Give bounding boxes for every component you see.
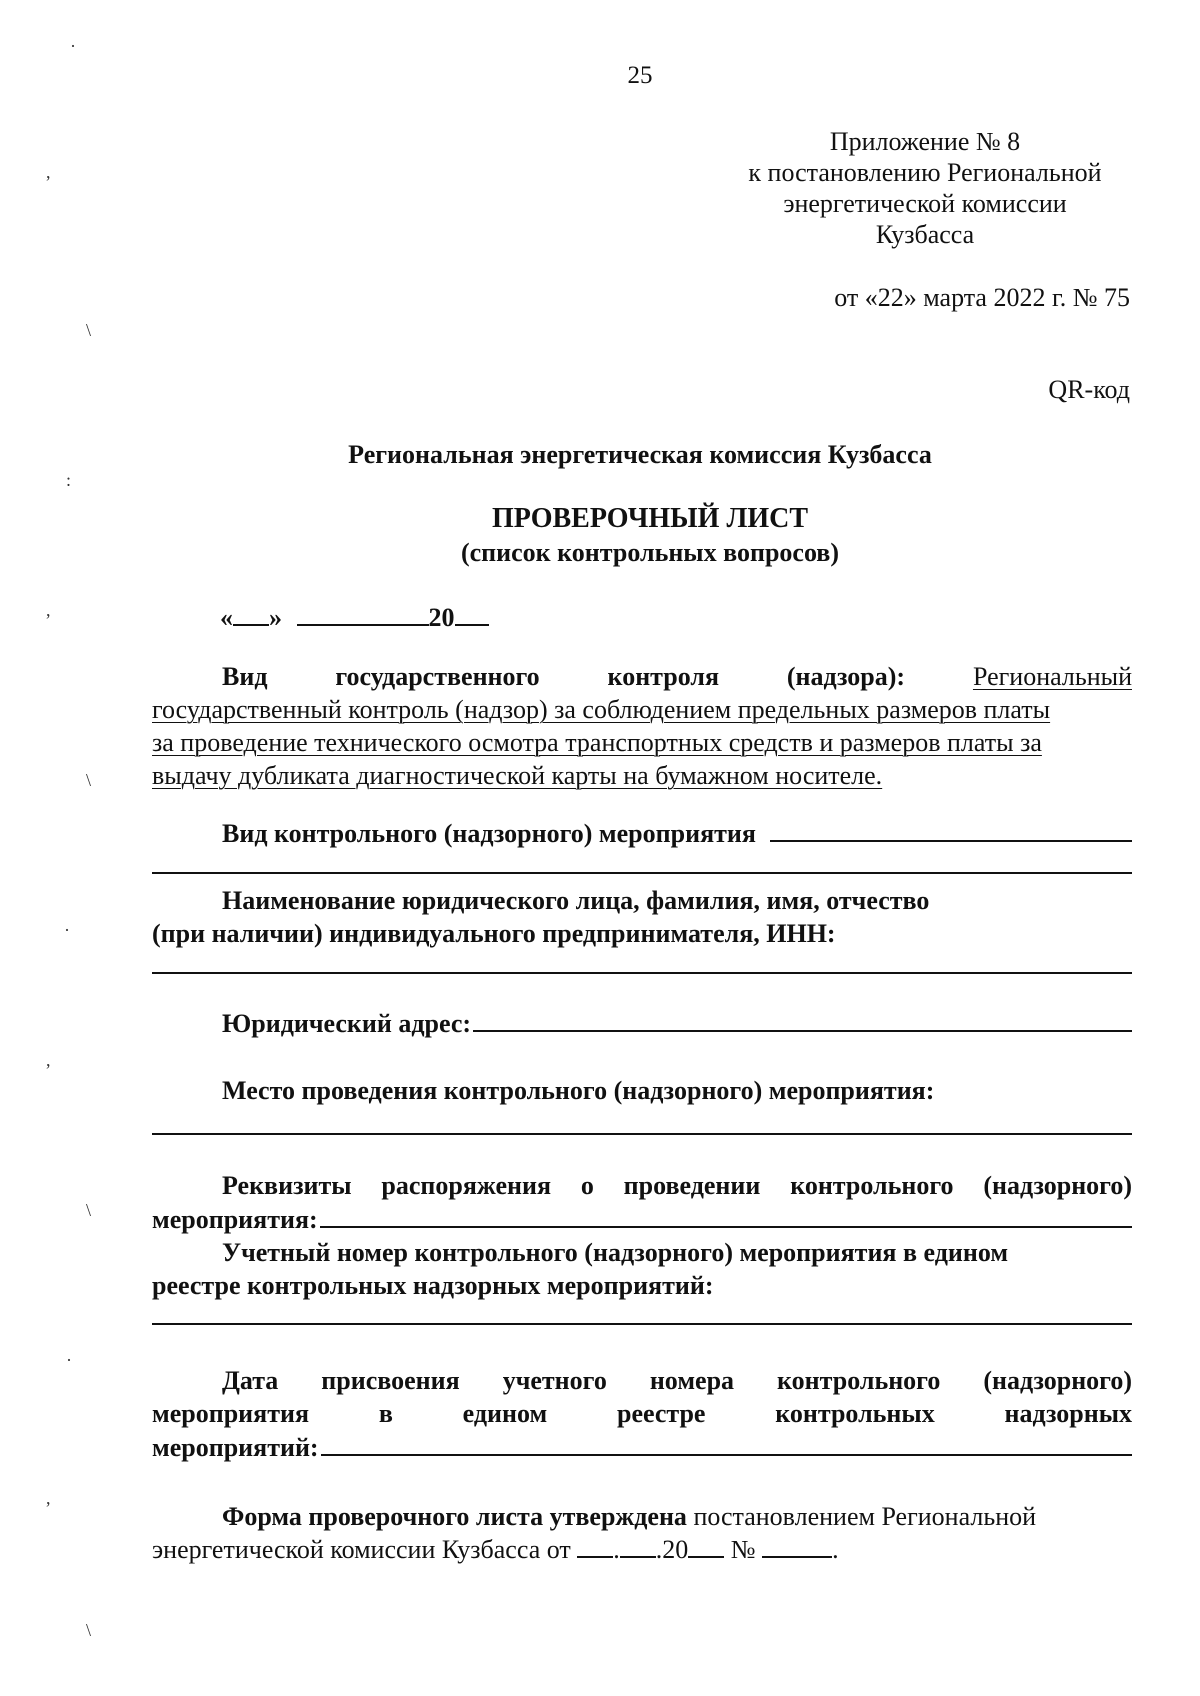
assignment-date-label-line-2: мероприятия в едином реестре контрольных надзорных <box>152 1399 1132 1428</box>
event-place-field[interactable] <box>152 1133 1132 1135</box>
approval-line-2-prefix: энергетической комиссии Кузбасса от <box>152 1535 578 1564</box>
scan-speck: · <box>70 36 76 56</box>
legal-address-row <box>152 1006 1132 1040</box>
order-details-row <box>152 1202 1132 1236</box>
document-title-block <box>0 502 1200 570</box>
date-blank <box>220 598 489 633</box>
control-type-paragraph <box>152 660 1132 792</box>
scan-speck: \ <box>86 770 92 790</box>
scan-speck: , <box>46 162 51 182</box>
registry-number-block <box>152 1236 1132 1302</box>
date-close-quote: » <box>269 603 282 632</box>
scan-speck: , <box>46 600 51 620</box>
approval-year-blank[interactable] <box>688 1534 724 1558</box>
order-details-block <box>152 1169 1132 1236</box>
entity-name-block <box>152 884 1132 950</box>
scan-speck: : <box>66 470 72 490</box>
event-place-block <box>152 1074 1132 1107</box>
event-type-field[interactable] <box>770 816 1132 842</box>
order-details-label-line-2: мероприятия: <box>152 1205 318 1234</box>
scan-speck: \ <box>86 1620 92 1640</box>
approval-line-1 <box>152 1500 1132 1533</box>
entity-name-field[interactable] <box>152 972 1132 974</box>
event-type-row <box>152 816 1132 850</box>
scan-speck: \ <box>86 320 92 340</box>
approval-number-sign: № <box>730 1535 756 1564</box>
scan-speck: , <box>46 1488 51 1508</box>
year-prefix: 20 <box>428 603 455 632</box>
legal-address-field[interactable] <box>473 1006 1132 1032</box>
event-type-field-continued[interactable] <box>152 872 1132 874</box>
approval-normal-text: постановлением Региональной <box>686 1502 1037 1531</box>
control-type-label: Вид государственного контроля (надзора): <box>222 662 906 691</box>
control-type-value-start: Региональный <box>972 662 1132 691</box>
page-number: 25 <box>627 62 653 89</box>
assignment-date-row <box>152 1430 1132 1464</box>
control-type-value-line-3: за проведение технического осмотра транспортных средств и размеров платы за <box>152 728 1042 757</box>
control-type-value-line-2: государственный контроль (надзор) за соблюдением предельных размеров платы <box>152 695 1051 724</box>
entity-name-label-line-1: Наименование юридического лица, фамилия, имя, отчество <box>222 886 930 915</box>
order-details-field[interactable] <box>320 1202 1132 1228</box>
commission-name: Региональная энергетическая комиссия Кузбасса <box>348 440 932 469</box>
control-type-first-line <box>152 660 1132 693</box>
document-title: ПРОВЕРОЧНЫЙ ЛИСТ <box>491 503 808 534</box>
assignment-date-block <box>152 1364 1132 1464</box>
day-blank[interactable] <box>233 598 269 626</box>
registry-number-label-line-1: Учетный номер контрольного (надзорного) мероприятия в едином <box>222 1238 1009 1267</box>
scan-speck: \ <box>86 1200 92 1220</box>
assignment-date-label-line-1: Дата присвоения учетного номера контрольного (надзорного) <box>222 1366 1132 1395</box>
annex-title: Приложение № 8 <box>829 127 1021 156</box>
month-blank[interactable] <box>297 598 429 626</box>
annex-line-3: энергетической комиссии <box>783 189 1067 218</box>
assignment-date-label-line-3: мероприятий: <box>152 1433 319 1462</box>
annex-line-4: Кузбасса <box>875 220 975 249</box>
qr-code-label: QR-код <box>1048 375 1130 404</box>
registry-number-field[interactable] <box>152 1323 1132 1325</box>
order-details-label-line-1: Реквизиты распоряжения о проведении контрольного (надзорного) <box>222 1171 1132 1200</box>
approval-day-blank[interactable] <box>577 1534 613 1558</box>
annex-line-2: к постановлению Региональной <box>748 158 1102 187</box>
approval-bold-text: Форма проверочного листа утверждена <box>222 1502 687 1531</box>
approval-number-blank[interactable] <box>762 1534 832 1558</box>
approval-month-blank[interactable] <box>620 1534 656 1558</box>
scan-speck: · <box>64 920 70 940</box>
legal-address-label: Юридический адрес: <box>222 1009 472 1038</box>
entity-name-label-line-2: (при наличии) индивидуального предпринимателя, ИНН: <box>152 919 836 948</box>
approval-end: . <box>832 1535 839 1564</box>
approval-block <box>152 1500 1132 1566</box>
approval-line-2 <box>152 1533 1132 1566</box>
resolution-date: от «22» марта 2022 г. № 75 <box>834 283 1130 312</box>
registry-number-label-line-2: реестре контрольных надзорных мероприятий: <box>152 1271 714 1300</box>
year-blank[interactable] <box>455 598 489 626</box>
scan-speck: , <box>46 1050 51 1070</box>
control-type-value-line-4: выдачу дубликата диагностической карты на бумажном носителе. <box>152 761 883 790</box>
assignment-date-field[interactable] <box>321 1430 1132 1456</box>
event-place-label: Место проведения контрольного (надзорного) мероприятия: <box>222 1076 935 1105</box>
approval-year-prefix: .20 <box>655 1535 689 1564</box>
document-subtitle: (список контрольных вопросов) <box>460 538 839 567</box>
approval-dot: . <box>613 1535 620 1564</box>
scan-speck: · <box>66 1350 72 1370</box>
date-open-quote: « <box>220 603 233 632</box>
annex-block <box>730 126 1120 250</box>
event-type-label: Вид контрольного (надзорного) мероприятия <box>222 819 756 848</box>
